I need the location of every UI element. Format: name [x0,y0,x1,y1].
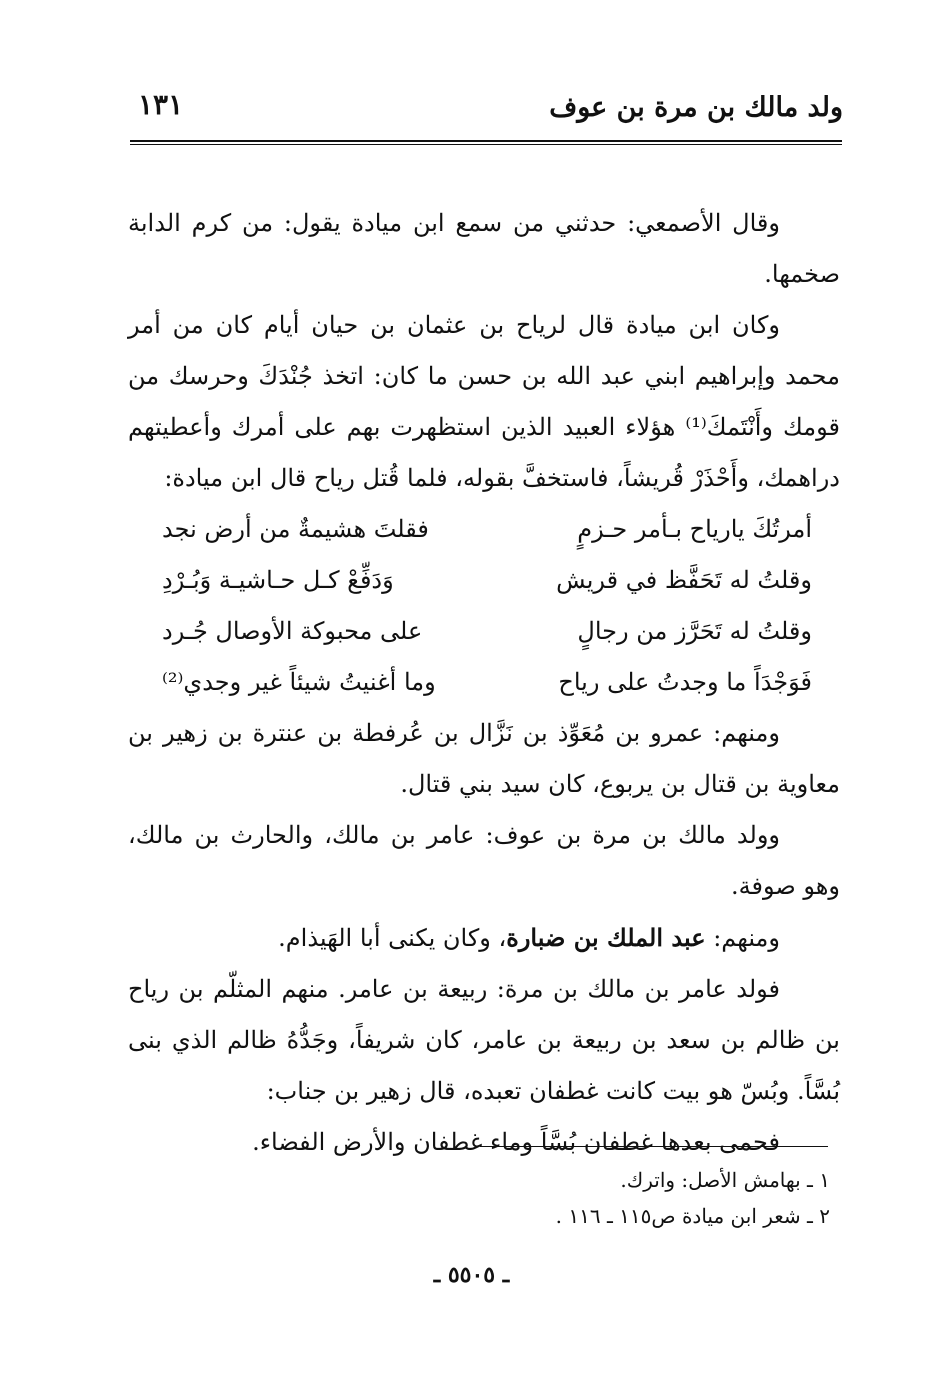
sequential-page-marker: ـ ٥٥٠٥ ـ [433,1262,510,1288]
paragraph-asmai: وقال الأصمعي: حدثني من سمع ابن ميادة يقول: من كرم الدابة صخمها. [128,209,840,288]
main-text [128,198,840,1168]
paragraph-abd-al-malik [128,912,840,964]
footnote-1: ١ ـ بهامش الأصل: واترك. [620,1168,830,1192]
paragraph-malik-sons: وولد مالك بن مرة بن عوف: عامر بن مالك، والحارث بن مالك، وهو صوفة. [128,821,840,900]
verse-hemistich-first: أمرتُكَ يارياح بـأمر حـزمٍ [577,515,812,543]
verse-hemistich-first: فَوَجْدَاً ما وجدتُ على رياح [558,668,812,696]
footnotes [230,1162,830,1234]
poem-verse [162,504,812,555]
verse-hemistich-second: وما أغنيتُ شيئاً غير وجدي⁽²⁾ [162,668,436,696]
paragraph-amr-ibn-muawwidh: ومنهم: عمرو بن مُعَوِّذ بن نَزَّال بن عُرفطة بن عنترة بن زهير بن معاوية بن قتال بن يربوع، كان سيد بني قتال. [128,719,840,798]
poem-verse [162,606,812,657]
verse-hemistich-first: وقلتُ له تَحَفَّظ في قريش [556,566,812,594]
running-header-title: ولد مالك بن مرة بن عوف [549,92,843,123]
poem-verse [162,555,812,606]
poem-verse [162,657,812,708]
poem-line-single: فحمى بعدها غطفان بُسَّاً وماء غطفان والأرض الفضاء. [252,1128,780,1156]
footnote-divider [480,1146,828,1147]
paragraph-amir-ibn-malik: فولد عامر بن مالك بن مرة: ربيعة بن عامر. منهم المثلّم بن رياح بن ظالم بن سعد بن ربيعة بن عامر، كان شريفاً، وجَدُّهُ ظالم الذي بنى بُسَّاً. وبُسّ هو بيت كانت غطفان تعبده، قال زهير بن جناب: [128,975,840,1105]
page-number: ١٣١ [138,88,184,121]
verse-hemistich-second: فقلتَ هشيمةٌ من أرض نجد [162,515,429,543]
verse-hemistich-second: على محبوكة الأوصال جُـرد [162,617,423,645]
verse-hemistich-first: وقلتُ له تَحَرَّز من رجالٍ [577,617,812,645]
footnote-2: ٢ ـ شعر ابن ميادة ص١١٥ ـ ١١٦ . [555,1204,830,1228]
text-run: ومنهم: [705,924,780,952]
person-name-bold: عبد الملك بن ضبارة [506,923,706,952]
text-run: ، وكان يكنى أبا الهَيذام. [278,924,507,952]
verse-hemistich-second: وَدَفِّعْ كـل حـاشيـة وَبُـرْدِ [162,566,394,594]
paragraph-ibn-mayyada: وكان ابن ميادة قال لرياح بن عثمان بن حيان أيام كان من أمر محمد وإبراهيم ابني عبد الله بن حسن ما كان: اتخذ جُنْدَكَ وحرسك من قومك وأَنْتَمكَ⁽¹⁾ هؤلاء العبيد الذين استظهرت بهم على أمرك وأعطيتهم دراهمك، وأَحْذَرْ قُريشاً، فاستخفَّ بقوله، فلما قُتل رياح قال ابن ميادة: [128,311,840,492]
header-divider [130,140,842,145]
